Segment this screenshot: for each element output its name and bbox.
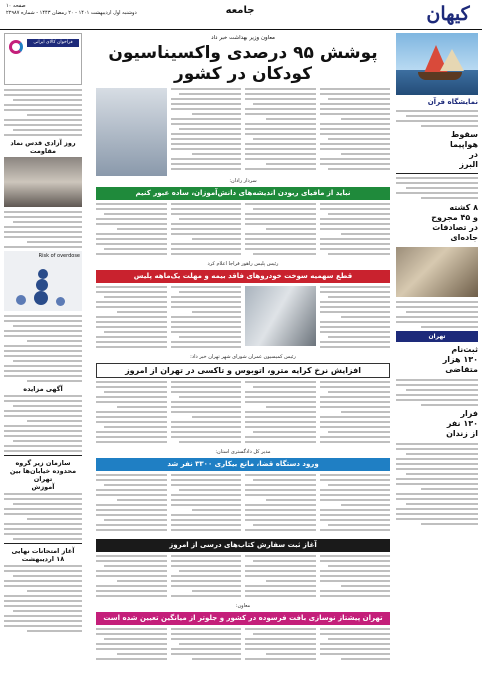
masthead bbox=[0, 0, 482, 30]
section-title: جامعه bbox=[225, 5, 255, 16]
infographic bbox=[4, 251, 82, 311]
bar-kicker-6: معاون: bbox=[235, 603, 251, 609]
article-text bbox=[396, 110, 478, 127]
left-column bbox=[4, 33, 82, 695]
rally-photo bbox=[4, 157, 82, 207]
headline-bar-2: قطع سهمیه سوخت خودروهای فاقد بیمه و مهلت یک‌ماهه پلیس bbox=[96, 270, 390, 283]
main-headline: پوشش ۹۵ درصدی واکسیناسیون کودکان در کشور bbox=[108, 43, 378, 84]
headline-bar-6: تهران پیشتاز نوسازی بافت فرسوده در کشور و جلوتر از میانگین تعیین شده است bbox=[96, 612, 390, 625]
advert-title: فراخوان کالای ایرانی فیلم‌های کوتاه bbox=[27, 39, 79, 47]
newspaper-logo: کیهان bbox=[426, 3, 470, 25]
dateline bbox=[6, 3, 156, 17]
page-number: صفحه ۱۰ bbox=[6, 3, 26, 9]
logo-ring-icon bbox=[9, 40, 23, 54]
ship-photo bbox=[396, 33, 478, 95]
headline-box-3: افزایش نرخ کرایه مترو، اتوبوس و تاکسی در تهران از امروز bbox=[96, 363, 390, 378]
news-brief-register: ثبت‌نام ۱۳۰ هزار متقاضی bbox=[442, 345, 478, 374]
left-headline-1: آگهی مزایده bbox=[23, 385, 63, 393]
headline-bar-5: آغاز ثبت سفارش کتاب‌های درسی از امروز bbox=[96, 539, 390, 552]
vaccination-photo bbox=[96, 88, 167, 176]
right-column bbox=[396, 33, 478, 695]
headline-bar-4: ورود دستگاه قضا، مانع بیکاری ۳۳۰۰ نفر شد bbox=[96, 458, 390, 471]
bar-kicker-3: رئیس کمیسیون عمران شورای شهر تهران خبر داد: bbox=[190, 354, 296, 360]
lead-article bbox=[96, 88, 390, 176]
issue-date: دوشنبه اول اردیبهشت ۱۴۰۱ - ۲۰ رمضان ۱۴۴۳ - شماره ۲۲۹۸۷ bbox=[6, 10, 137, 16]
left-headline-3: آغاز امتحانات نهایی ۱۸ اردیبهشت bbox=[11, 547, 75, 563]
news-brief-accidents: ۸ کشته و ۴۵ مجروح در تصادفات جاده‌ای bbox=[431, 203, 478, 242]
region-band: تهران bbox=[396, 331, 478, 342]
photo-caption: روز آزادی قدس نماد مقاومت bbox=[10, 139, 76, 155]
headline-kicker: معاون وزیر بهداشت خبر داد bbox=[211, 35, 275, 41]
headline-bar-1: نباید از مافیای ربودن اندیشه‌های دانش‌آموزان، ساده عبور کنیم bbox=[96, 187, 390, 200]
news-brief-prison: فرار ۱۳۰ نفر از زندان bbox=[446, 409, 478, 438]
crowd-photo bbox=[396, 247, 478, 297]
cars-photo bbox=[245, 286, 316, 346]
photo-tag: نمایشگاه قرآن bbox=[427, 98, 478, 106]
news-brief-plane: سقوط هواپیما در البرز bbox=[450, 130, 478, 169]
bar-kicker-4: مدیر کل دادگستری استان: bbox=[215, 449, 271, 455]
infographic-title: Risk of overdose bbox=[38, 253, 80, 259]
main-column bbox=[96, 33, 390, 695]
left-headline-2: سازمان زیر گروه محدوده خیابان‌ها بین تهران آموزش bbox=[9, 459, 77, 491]
advert-box bbox=[4, 33, 82, 85]
bar-kicker-2: رئیس پلیس راهور فراجا اعلام کرد bbox=[207, 261, 279, 267]
bar-kicker-1: سردار رادان: bbox=[229, 178, 257, 184]
